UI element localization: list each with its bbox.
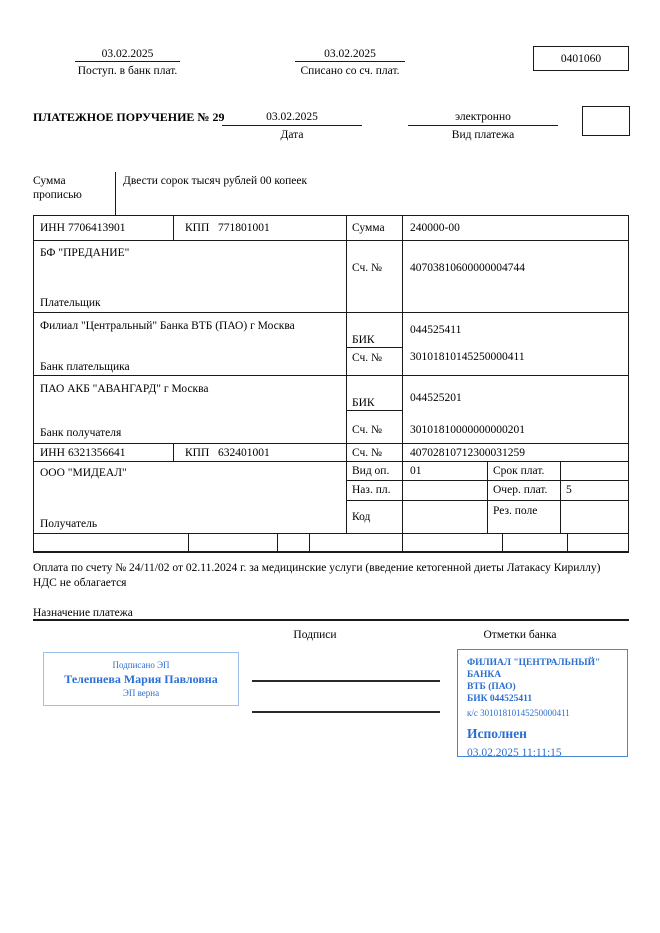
grid-line	[33, 312, 629, 313]
beneficiary-bank-account-label: Сч. №	[352, 424, 383, 436]
payer-bank-account-label: Сч. №	[352, 352, 383, 364]
form-code: 0401060	[560, 52, 602, 65]
purpose-line-1: Оплата по счету № 24/11/02 от 02.11.2024 г. за медицинские услуги (введение кетогенной диеты Латакасу Кириллу)	[33, 562, 601, 574]
beneficiary-inn: 6321356641	[68, 447, 126, 459]
signature-line-2	[252, 711, 440, 713]
grid-line	[33, 215, 629, 216]
beneficiary-account-label: Сч. №	[352, 447, 383, 459]
document-title: ПЛАТЕЖНОЕ ПОРУЧЕНИЕ № 29	[33, 110, 225, 124]
grid-line	[346, 215, 347, 533]
vid-op-label: Вид оп.	[352, 465, 390, 477]
grid-line	[33, 533, 629, 534]
beneficiary-inn-label: ИНН	[40, 447, 65, 459]
beneficiary-caption: Получатель	[40, 518, 98, 530]
bank-execution-stamp	[457, 649, 628, 757]
payer-bank-bik: 044525411	[410, 324, 462, 336]
payer-name: БФ "ПРЕДАНИЕ"	[40, 247, 130, 259]
grid-line	[33, 215, 34, 553]
grid-line	[173, 443, 174, 461]
beneficiary-kpp-label: КПП	[185, 447, 210, 459]
grid-line	[502, 533, 503, 551]
kod-label: Код	[352, 511, 371, 523]
received-date: 03.02.2025	[101, 48, 154, 60]
amount-words-label-2: прописью	[33, 189, 82, 201]
beneficiary-bank-name: ПАО АКБ "АВАНГАРД" г Москва	[40, 383, 209, 395]
beneficiary-bank-bik-label: БИК	[352, 397, 375, 409]
bank-stamp-branch-1: ФИЛИАЛ "ЦЕНТРАЛЬНЫЙ" БАНКА	[467, 658, 601, 680]
beneficiary-name: ООО "МИДЕАЛ"	[40, 467, 127, 479]
debited-date-label: Списано со сч. плат.	[300, 65, 400, 77]
naz-pl-label: Наз. пл.	[352, 484, 391, 496]
vid-op-value: 01	[410, 465, 422, 477]
ocher-plat-label: Очер. плат.	[493, 484, 548, 496]
amount-words-value: Двести сорок тысяч рублей 00 копеек	[123, 175, 308, 187]
grid-line-bottom	[33, 551, 629, 553]
grid-line	[560, 461, 561, 533]
grid-line	[628, 215, 629, 553]
rez-pole-label: Рез. поле	[493, 505, 538, 517]
received-date-underline	[75, 61, 180, 62]
grid-line	[402, 215, 403, 553]
debited-date-underline	[295, 61, 405, 62]
payer-kpp-label: КПП	[185, 222, 210, 234]
payer-account-label: Сч. №	[352, 262, 383, 274]
beneficiary-kpp: 632401001	[218, 447, 270, 459]
payment-kind-underline	[408, 125, 558, 126]
form-code-box	[533, 46, 629, 71]
payment-kind-label: Вид платежа	[451, 129, 515, 141]
purpose-caption: Назначение платежа	[33, 607, 133, 619]
bank-stamp-corr-account: к/с 30101810145250000411	[467, 708, 570, 718]
payment-kind: электронно	[455, 111, 511, 123]
grid-line	[346, 347, 403, 348]
grid-line	[567, 533, 568, 551]
grid-line	[277, 533, 278, 551]
electronic-signature-stamp	[43, 652, 239, 706]
beneficiary-bank-bik: 044525201	[410, 392, 462, 404]
grid-line	[173, 215, 174, 240]
beneficiary-bank-caption: Банк получателя	[40, 427, 122, 439]
payer-caption: Плательщик	[40, 297, 101, 309]
payer-kpp: 771801001	[218, 222, 270, 234]
payer-bank-account: 30101810145250000411	[410, 351, 525, 363]
status-code-box	[582, 106, 630, 136]
payer-inn: 7706413901	[68, 222, 126, 234]
payer-bank-name: Филиал "Центральный" Банка ВТБ (ПАО) г Москва	[40, 320, 295, 332]
ocher-plat-value: 5	[566, 484, 572, 496]
grid-line	[33, 461, 629, 462]
esign-valid-label: ЭП верна	[122, 687, 160, 698]
signatures-label: Подписи	[293, 629, 337, 641]
grid-line	[188, 533, 189, 551]
date-label: Дата	[280, 129, 304, 141]
sum-label: Сумма	[352, 222, 385, 234]
bank-marks-label: Отметки банка	[483, 629, 557, 641]
grid-line	[33, 443, 629, 444]
payer-bank-bik-label: БИК	[352, 334, 375, 346]
payer-account: 40703810600000004744	[410, 262, 525, 274]
bank-stamp-status: Исполнен	[467, 726, 527, 741]
bank-stamp-branch-2: ВТБ (ПАО)	[467, 682, 516, 692]
amount-words-label-1: Сумма	[33, 175, 66, 187]
beneficiary-account: 40702810712300031259	[410, 447, 525, 459]
payer-bank-caption: Банк плательщика	[40, 361, 130, 373]
bank-stamp-bik: БИК 044525411	[467, 694, 533, 704]
signature-line-1	[252, 680, 440, 682]
grid-line	[33, 375, 629, 376]
grid-line	[346, 410, 403, 411]
sum-value: 240000-00	[410, 222, 460, 234]
received-date-label: Поступ. в банк плат.	[77, 65, 178, 77]
purpose-line-2: НДС не облагается	[33, 577, 127, 589]
purpose-underline	[33, 619, 629, 621]
amount-words-divider	[115, 172, 116, 215]
esign-signer-name: Телепнева Мария Павловна	[64, 671, 218, 686]
grid-line	[33, 240, 629, 241]
srok-plat-label: Срок плат.	[493, 465, 545, 477]
document-date: 03.02.2025	[266, 111, 318, 123]
beneficiary-bank-account: 30101810000000000201	[410, 424, 525, 436]
esign-signed-label: Подписано ЭП	[112, 659, 170, 670]
debited-date: 03.02.2025	[324, 48, 376, 60]
grid-line	[487, 461, 488, 533]
date-underline	[222, 125, 362, 126]
payer-inn-label: ИНН	[40, 222, 65, 234]
bank-stamp-datetime: 03.02.2025 11:11:15	[467, 747, 562, 759]
grid-line	[309, 533, 310, 551]
